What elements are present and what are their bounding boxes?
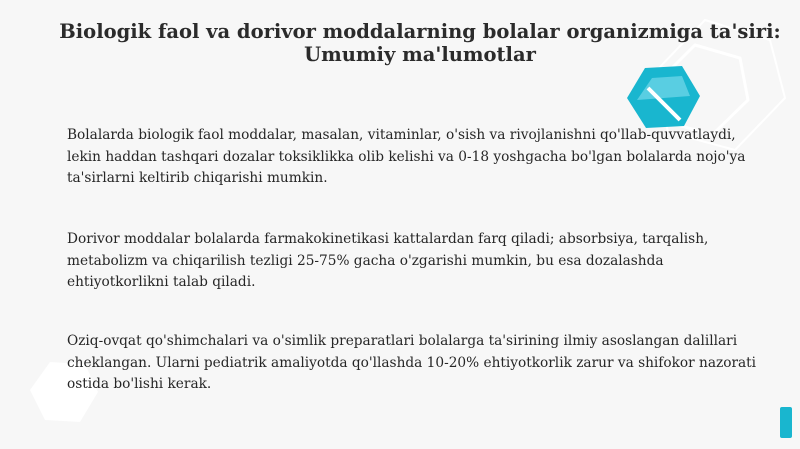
title-line-1: Biologik faol va dorivor moddalarning bolalar organizmiga ta'siri: <box>59 20 781 43</box>
paragraph-biologically-active: Bolalarda biologik faol moddalar, masalan, vitaminlar, o'sish va rivojlanishni qo'llab-quvvatlaydi, lekin haddan tashqari dozalar toksiklikka olib kelishi va 0-18 yoshgacha bo'lgan bolalarda nojo'ya ta'sirlarni keltirib chiqarishi mumkin. <box>67 127 746 186</box>
page-title <box>40 20 800 66</box>
hexagon-icon <box>627 66 700 128</box>
title-line-2: Umumiy ma'lumotlar <box>304 43 536 66</box>
slide-navigation-tab[interactable] <box>780 407 792 438</box>
paragraph-pharmacokinetics: Dorivor moddalar bolalarda farmakokinetikasi kattalardan farq qiladi; absorbsiya, tarqalish, metabolizm va chiqarilish tezligi 25-75% gacha o'zgarishi mumkin, bu esa dozalashda ehtiyotkorlikni talab qiladi. <box>67 231 709 290</box>
paragraph-supplements: Oziq-ovqat qo'shimchalari va o'simlik preparatlari bolalarga ta'sirining ilmiy asoslangan dalillari cheklangan. Ularni pediatrik amaliyotda qo'llashda 10-20% ehtiyotkorlik zarur va shifokor nazorati ostida bo'lishi kerak. <box>67 333 757 392</box>
